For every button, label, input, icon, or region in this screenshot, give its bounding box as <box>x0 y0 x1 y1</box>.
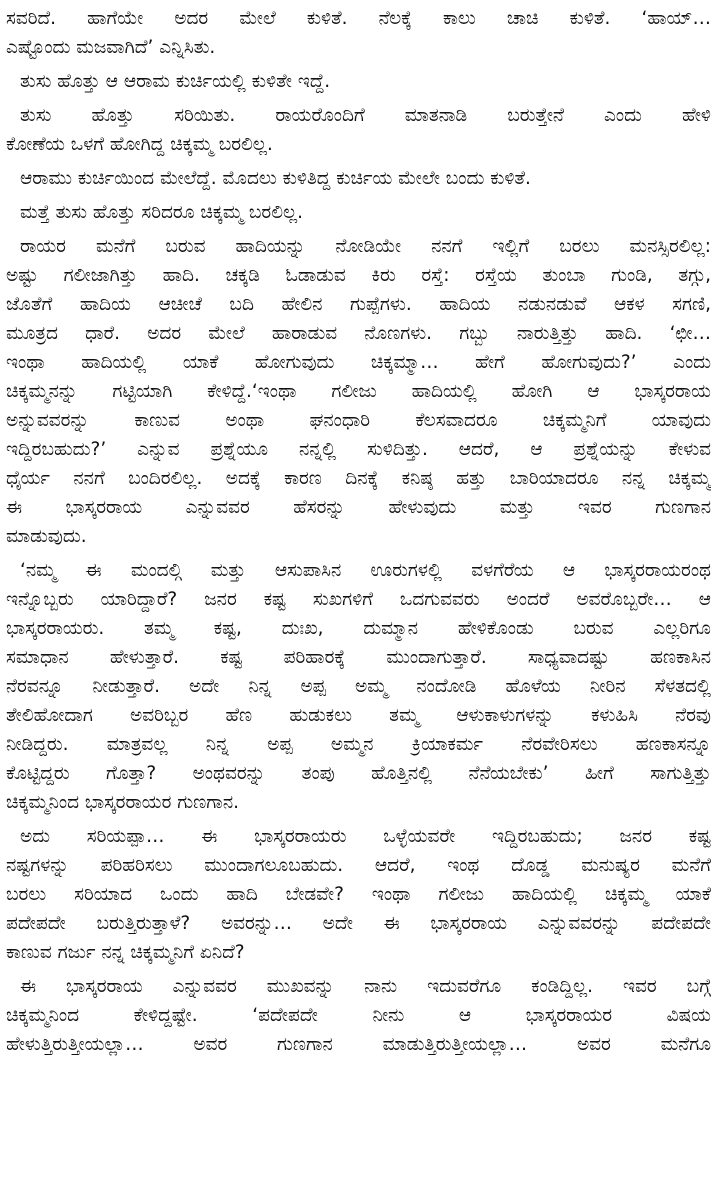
text-line: ಇದ್ದಿರಬಹುದು?’ ಎನ್ನುವ ಪ್ರಶ್ನೆಯೂ ನನ್ನಲ್ಲಿ ಸುಳಿದಿತ್ತು. ಆದರೆ, ಆ ಪ್ರಶ್ನೆಯನ್ನು ಕೇಳುವ <box>6 439 711 460</box>
text-line: ಈ ಭಾಸ್ಕರರಾಯ ಎನ್ನುವವರ ಹೆಸರನ್ನು ಹೇಳುವುದು ಮತ್ತು ಇವರ ಗುಣಗಾನ <box>6 497 711 518</box>
text-line: ಚಿಕ್ಕಮ್ಮನಿಂದ ಕೇಳಿದ್ದಷ್ಟೇ. ‘ಪದೇಪದೇ ನೀನು ಆ ಭಾಸ್ಕರರಾಯರ ವಿಷಯ <box>6 1005 711 1026</box>
text-line: ಅಷ್ಟು ಗಲೀಜಾಗಿತ್ತು ಹಾದಿ. ಚಕ್ಕಡಿ ಓಡಾಡುವ ಕಿರು ರಸ್ತೆ: ರಸ್ತೆಯ ತುಂಬಾ ಗುಂಡಿ, ತಗ್ಗು, <box>6 265 711 286</box>
text-line: ರಾಯರ ಮನೆಗೆ ಬರುವ ಹಾದಿಯನ್ನು ನೋಡಿಯೇ ನನಗೆ ಇಲ್ಲಿಗೆ ಬರಲು ಮನಸ್ಸಿರಲಿಲ್ಲ: <box>20 236 711 257</box>
text-line: ಚಿಕ್ಕಮ್ಮನನ್ನು ಗಟ್ಟಿಯಾಗಿ ಕೇಳಿದ್ದೆ.‘ಇಂಥಾ ಗಲೀಜು ಹಾದಿಯಲ್ಲಿ ಹೋಗಿ ಆ ಭಾಸ್ಕರರಾಯ <box>6 381 711 402</box>
paragraph-4 <box>6 164 711 193</box>
text-line: ಮೂತ್ರದ ಧಾರೆ. ಅದರ ಮೇಲೆ ಹಾರಾಡುವ ನೊಣಗಳು. ಗಬ್ಬು ನಾರುತ್ತಿತ್ತು ಹಾದಿ. ‘ಛೀ… <box>6 323 711 344</box>
text-line: ಭಾಸ್ಕರರಾಯರು. ತಮ್ಮ ಕಷ್ಟ, ದುಃಖ, ದುಮ್ಮಾನ ಹೇಳಿಕೊಂಡು ಬರುವ ಎಲ್ಲರಿಗೂ <box>6 618 711 639</box>
paragraph-9 <box>6 972 711 1059</box>
text-line: ಕೋಣೆಯ ಒಳಗೆ ಹೋಗಿದ್ದ ಚಿಕ್ಕಮ್ಮ ಬರಲಿಲ್ಲ. <box>6 134 273 155</box>
text-line: ನೀಡಿದ್ದರು. ಮಾತ್ರವಲ್ಲ ನಿನ್ನ ಅಪ್ಪ ಅಮ್ಮನ ಕ್ರಿಯಾಕರ್ಮ ನೆರವೇರಿಸಲು ಹಣಕಾಸನ್ನೂ <box>6 734 711 755</box>
text-line: ಜೊತೆಗೆ ಹಾದಿಯ ಆಚೀಚೆ ಬದಿ ಹೇಲಿನ ಗುಪ್ಪೆಗಳು. ಹಾದಿಯ ನಡುನಡುವೆ ಆಕಳ ಸಗಣಿ, <box>6 294 711 315</box>
text-line: ಇಂಥಾ ಹಾದಿಯಲ್ಲಿ ಯಾಕೆ ಹೋಗುವುದು ಚಿಕ್ಕಮ್ಮಾ… ಹೇಗೆ ಹೋಗುವುದು?’ ಎಂದು <box>6 352 711 373</box>
paragraph-8 <box>6 822 711 967</box>
text-line: ಧೈರ್ಯ ನನಗೆ ಬಂದಿರಲಿಲ್ಲ. ಅದಕ್ಕೆ ಕಾರಣ ದಿನಕ್ಕೆ ಕನಿಷ್ಠ ಹತ್ತು ಬಾರಿಯಾದರೂ ನನ್ನ ಚಿಕ್ಕಮ್ಮ <box>6 468 711 489</box>
text-line: ಎಷ್ಟೊಂದು ಮಜವಾಗಿದೆ’ ಎನ್ನಿಸಿತು. <box>6 37 216 58</box>
text-line: ಪದೇಪದೇ ಬರುತ್ತಿರುತ್ತಾಳೆ? ಅವರನ್ನು… ಅದೇ ಈ ಭಾಸ್ಕರರಾಯ ಎನ್ನುವವರನ್ನು ಪದೇಪದೇ <box>6 913 711 934</box>
paragraph-6 <box>6 232 711 551</box>
text-line: ಆರಾಮು ಕುರ್ಚಿಯಿಂದ ಮೇಲೆದ್ದೆ. ಮೊದಲು ಕುಳಿತಿದ್ದ ಕುರ್ಚಿಯ ಮೇಲೇ ಬಂದು ಕುಳಿತೆ. <box>20 168 531 189</box>
paragraph-2 <box>6 67 711 96</box>
text-line: ಬರಲು ಸರಿಯಾದ ಒಂದು ಹಾದಿ ಬೇಡವೇ? ಇಂಥಾ ಗಲೀಜು ಹಾದಿಯಲ್ಲಿ ಚಿಕ್ಕಮ್ಮ ಯಾಕೆ <box>6 884 711 905</box>
text-line: ನಷ್ಟಗಳನ್ನು ಪರಿಹರಿಸಲು ಮುಂದಾಗಲೂಬಹುದು. ಆದರೆ, ಇಂಥ ದೊಡ್ಡ ಮನುಷ್ಯರ ಮನೆಗೆ <box>6 855 711 876</box>
paragraph-7 <box>6 556 711 817</box>
text-line: ಸವರಿದೆ. ಹಾಗೆಯೇ ಅದರ ಮೇಲೆ ಕುಳಿತೆ. ನೆಲಕ್ಕೆ ಕಾಲು ಚಾಚಿ ಕುಳಿತೆ. ‘ಹಾಯ್… <box>6 8 711 29</box>
text-line: ಹೇಳುತ್ತಿರುತ್ತೀಯಲ್ಲಾ… ಅವರ ಗುಣಗಾನ ಮಾಡುತ್ತಿರುತ್ತೀಯಲ್ಲಾ… ಅವರ ಮನೆಗೂ <box>6 1034 711 1055</box>
text-line: ಚಿಕ್ಕಮ್ಮನಿಂದ ಭಾಸ್ಕರರಾಯರ ಗುಣಗಾನ. <box>6 792 239 813</box>
paragraph-1 <box>6 4 711 62</box>
text-line: ತುಸು ಹೊತ್ತು ಸರಿಯಿತು. ರಾಯರೊಂದಿಗೆ ಮಾತನಾಡಿ ಬರುತ್ತೇನೆ ಎಂದು ಹೇಳಿ <box>20 105 711 126</box>
paragraph-5 <box>6 198 711 227</box>
text-line: ಇನ್ನೊಬ್ಬರು ಯಾರಿದ್ದಾರೆ? ಜನರ ಕಷ್ಟ ಸುಖಗಳಿಗೆ ಒದಗುವವರು ಅಂದರೆ ಅವರೊಬ್ಬರೇ… ಆ <box>6 589 711 610</box>
text-line: ಕಾಣುವ ಗರ್ಜು ನನ್ನ ಚಿಕ್ಕಮ್ಮನಿಗೆ ಏನಿದೆ? <box>6 942 245 963</box>
text-line: ಮತ್ತೆ ತುಸು ಹೊತ್ತು ಸರಿದರೂ ಚಿಕ್ಕಮ್ಮ ಬರಲಿಲ್ಲ. <box>20 202 304 223</box>
text-line: ಅನ್ನುವವರನ್ನು ಕಾಣುವ ಅಂಥಾ ಘನಂಧಾರಿ ಕೆಲಸವಾದರೂ ಚಿಕ್ಕಮ್ಮನಿಗೆ ಯಾವುದು <box>6 410 711 431</box>
text-line: ಅದು ಸರಿಯಪ್ಪಾ… ಈ ಭಾಸ್ಕರರಾಯರು ಒಳ್ಳೆಯವರೇ ಇದ್ದಿರಬಹುದು; ಜನರ ಕಷ್ಟ <box>20 826 711 847</box>
paragraph-3 <box>6 101 711 159</box>
text-line: ತುಸು ಹೊತ್ತು ಆ ಆರಾಮ ಕುರ್ಚಿಯಲ್ಲಿ ಕುಳಿತೇ ಇದ್ದೆ. <box>20 71 331 92</box>
text-line: ಈ ಭಾಸ್ಕರರಾಯ ಎನ್ನುವವರ ಮುಖವನ್ನು ನಾನು ಇದುವರೆಗೂ ಕಂಡಿದ್ದಿಲ್ಲ. ಇವರ ಬಗ್ಗೆ <box>20 976 711 997</box>
text-line: ಕೊಟ್ಟಿದ್ದರು ಗೊತ್ತಾ? ಅಂಥವರನ್ನು ತಂಪು ಹೊತ್ತಿನಲ್ಲಿ ನೆನೆಯಬೇಕು’ ಹೀಗೆ ಸಾಗುತ್ತಿತ್ತು <box>6 763 711 784</box>
text-line: ಸಮಾಧಾನ ಹೇಳುತ್ತಾರೆ. ಕಷ್ಟ ಪರಿಹಾರಕ್ಕೆ ಮುಂದಾಗುತ್ತಾರೆ. ಸಾಧ್ಯವಾದಷ್ಟು ಹಣಕಾಸಿನ <box>6 647 711 668</box>
text-line: ನೆರವನ್ನೂ ನೀಡುತ್ತಾರೆ. ಅದೇ ನಿನ್ನ ಅಪ್ಪ ಅಮ್ಮ ನಂದೋಡಿ ಹೊಳೆಯ ನೀರಿನ ಸೆಳತದಲ್ಲಿ <box>6 676 711 697</box>
text-line: ತೇಲಿಹೋದಾಗ ಅವರಿಬ್ಬರ ಹೆಣ ಹುಡುಕಲು ತಮ್ಮ ಆಳುಕಾಳುಗಳನ್ನು ಕಳುಹಿಸಿ ನೆರವು <box>6 705 711 726</box>
text-line: ಮಾಡುವುದು. <box>6 526 87 547</box>
text-line: ‘ನಮ್ಮ ಈ ಮಂದಲ್ಗಿ ಮತ್ತು ಆಸುಪಾಸಿನ ಊರುಗಳಲ್ಲಿ ವಳಗೆರೆಯ ಆ ಭಾಸ್ಕರರಾಯರಂಥ <box>20 560 711 581</box>
